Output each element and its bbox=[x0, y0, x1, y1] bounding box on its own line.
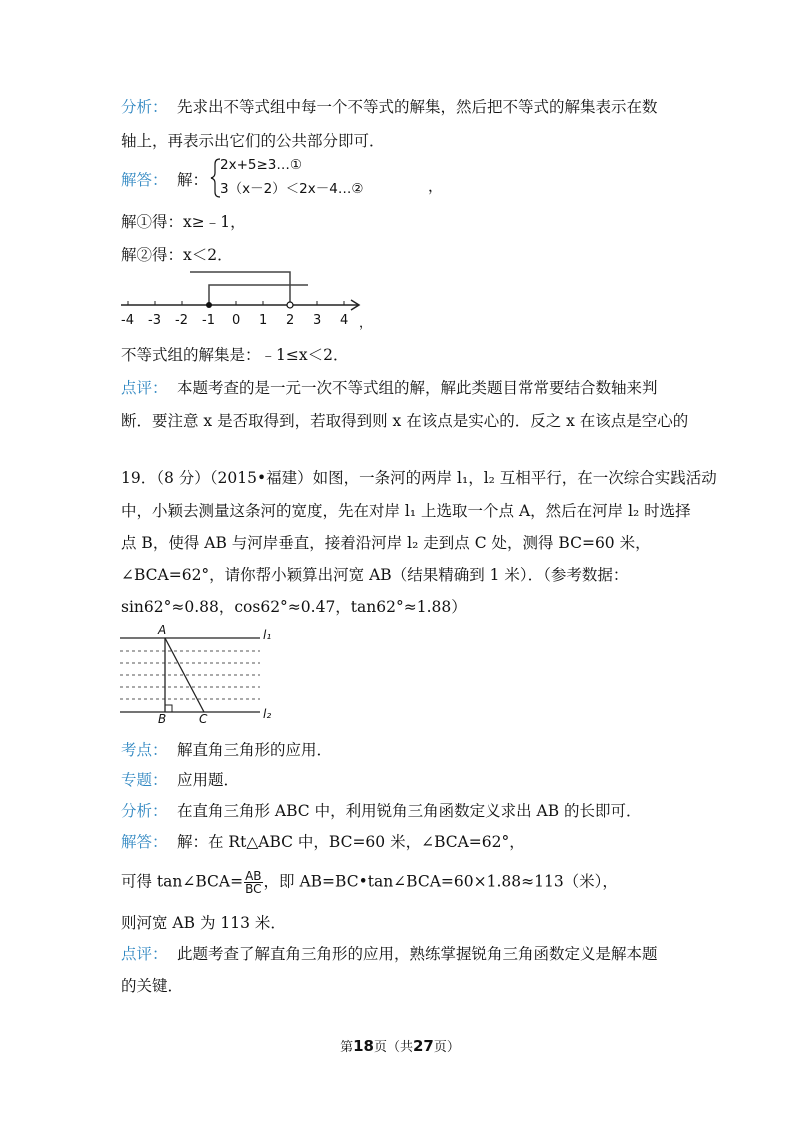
q19-calc-line bbox=[121, 870, 618, 895]
comment-label: 点评： bbox=[121, 379, 168, 397]
q19-answer-line bbox=[121, 832, 525, 852]
answer-label: 解答： bbox=[121, 833, 168, 851]
q19-stem-line2: 中，小颖去测量这条河的宽度，先在对岸 l₁ 上选取一个点 A，然后在河岸 l₂ 时选择 bbox=[121, 502, 691, 520]
q19-analysis-text: 在直角三角形 ABC 中，利用锐角三角函数定义求出 AB 的长即可． bbox=[177, 802, 642, 820]
page-footer bbox=[0, 1036, 800, 1055]
tick-label: 1 bbox=[259, 313, 268, 328]
point-b-label: B bbox=[158, 712, 167, 726]
tick-label: 4 bbox=[340, 313, 349, 328]
kaodian-label: 考点： bbox=[121, 741, 168, 759]
region-x-ge-neg1 bbox=[209, 285, 308, 305]
q18-comment-line2: 断．要注意 x 是否取得到，若取得到则 x 在该点是实心的．反之 x 在该点是空心的 bbox=[121, 412, 689, 430]
solid-point-icon bbox=[206, 302, 212, 308]
total-pages: 27 bbox=[413, 1037, 434, 1055]
q19-kaodian-line bbox=[121, 740, 332, 760]
tick-label: 2 bbox=[286, 313, 295, 328]
inequality-suffix: ， bbox=[428, 177, 444, 195]
q18-solution-set: 不等式组的解集是：﹣1≤x＜2． bbox=[121, 346, 349, 364]
q19-zhuanti-text: 应用题． bbox=[177, 771, 240, 789]
inequality-system bbox=[210, 157, 444, 197]
page-number: 18 bbox=[353, 1037, 374, 1055]
fraction-numerator: AB bbox=[245, 869, 262, 883]
tick-label: -4 bbox=[121, 313, 134, 328]
analysis-label: 分析： bbox=[121, 802, 168, 820]
zhuanti-label: 专题： bbox=[121, 771, 168, 789]
q18-analysis-text2: 轴上，再表示出它们的公共部分即可． bbox=[121, 132, 385, 150]
q19-comment-line1 bbox=[121, 944, 658, 964]
q18-comment-text1: 本题考查的是一元一次不等式组的解，解此类题目常常要结合数轴来判 bbox=[177, 379, 658, 397]
q19-comment-line2: 的关键． bbox=[121, 977, 184, 995]
q18-comment-line1 bbox=[121, 378, 658, 398]
q18-solution1: 解①得：x≥﹣1， bbox=[121, 213, 246, 231]
inequality-1: 2x+5≥3…① bbox=[220, 157, 302, 173]
footer-pre: 第 bbox=[340, 1040, 354, 1055]
fraction-denominator: BC bbox=[245, 882, 262, 896]
tick-label: -2 bbox=[175, 313, 188, 328]
answer-label: 解答： bbox=[121, 171, 168, 189]
q19-kaodian-text: 解直角三角形的应用． bbox=[177, 741, 333, 759]
q18-analysis-line2 bbox=[121, 131, 385, 151]
q19-calc-prefix: 可得 tan∠BCA= bbox=[121, 872, 244, 891]
tick-label: -3 bbox=[148, 313, 161, 328]
number-line-suffix: ， bbox=[359, 316, 373, 330]
footer-post: 页） bbox=[433, 1040, 460, 1055]
q19-stem-line1: 19．（8 分）（2015•福建）如图，一条河的两岸 l₁，l₂ 互相平行，在一次综合实践活动 bbox=[121, 469, 717, 487]
river-dashes bbox=[120, 651, 260, 699]
region-x-lt-2 bbox=[190, 272, 290, 305]
q19-answer-text: 解：在 Rt△ABC 中，BC=60 米，∠BCA=62°， bbox=[177, 833, 525, 851]
q19-stem-line3: 点 B，使得 AB 与河岸垂直，接着沿河岸 l₂ 走到点 C 处，测得 BC=60 米， bbox=[121, 534, 651, 552]
q19-comment-text1: 此题考查了解直角三角形的应用，熟练掌握锐角三角函数定义是解本题 bbox=[177, 945, 658, 963]
q19-calc-suffix: ，即 AB=BC•tan∠BCA=60×1.88≈113（米）， bbox=[263, 872, 618, 891]
line-l2-label: l₂ bbox=[263, 707, 272, 721]
line-l1-label: l₁ bbox=[263, 628, 272, 642]
comment-label: 点评： bbox=[121, 945, 168, 963]
hollow-point-icon bbox=[287, 302, 293, 308]
fraction-ab-bc bbox=[244, 870, 262, 895]
tick-label: -1 bbox=[202, 313, 215, 328]
number-line bbox=[115, 265, 375, 330]
analysis-label: 分析： bbox=[121, 98, 168, 116]
q18-solution2: 解②得：x＜2． bbox=[121, 246, 233, 264]
q19-zhuanti-line bbox=[121, 770, 239, 790]
q18-answer-prefix: 解： bbox=[177, 171, 209, 189]
q19-conclusion: 则河宽 AB 为 113 米． bbox=[121, 914, 286, 932]
tick-label: 0 bbox=[232, 313, 241, 328]
q19-analysis-line bbox=[121, 801, 642, 821]
tick-label: 3 bbox=[313, 313, 322, 328]
q18-analysis-line1 bbox=[121, 97, 658, 117]
inequality-2: 3（x－2）＜2x－4…② bbox=[220, 181, 364, 197]
q18-answer-line bbox=[121, 170, 208, 190]
q19-stem-line5: sin62°≈0.88，cos62°≈0.47，tan62°≈1.88） bbox=[121, 598, 467, 616]
river-figure bbox=[118, 622, 283, 727]
q18-analysis-text1: 先求出不等式组中每一个不等式的解集，然后把不等式的解集表示在数 bbox=[177, 98, 658, 116]
point-c-label: C bbox=[199, 712, 208, 726]
q19-stem-line4: ∠BCA=62°，请你帮小颖算出河宽 AB（结果精确到 1 米）．（参考数据： bbox=[121, 566, 629, 584]
point-a-label: A bbox=[158, 623, 167, 637]
footer-mid: 页（共 bbox=[373, 1040, 413, 1055]
right-angle-icon bbox=[165, 705, 172, 712]
